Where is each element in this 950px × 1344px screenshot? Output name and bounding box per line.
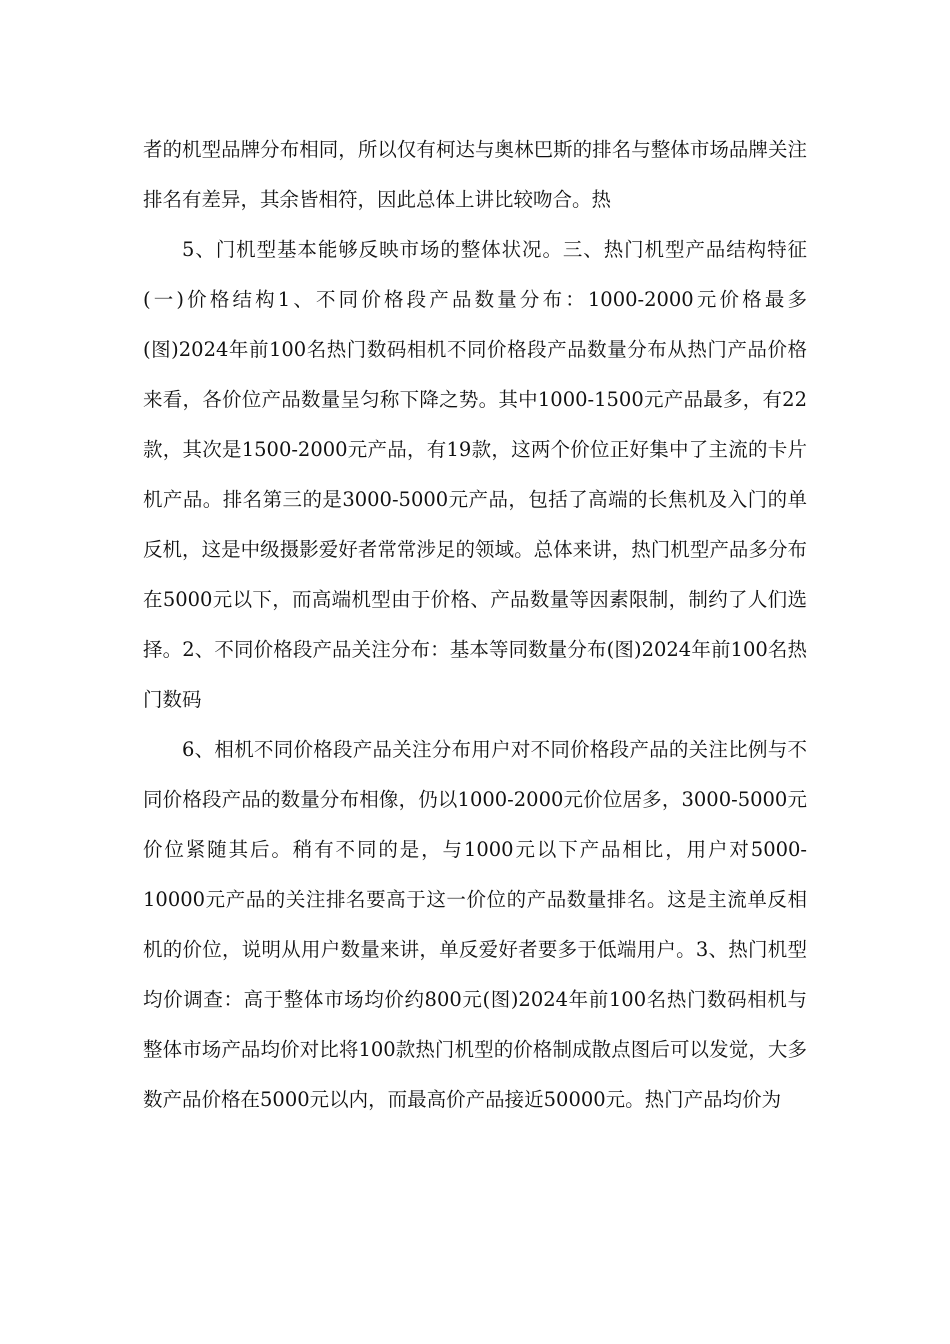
paragraph-2: 5、门机型基本能够反映市场的整体状况。三、热门机型产品结构特征(一)价格结构1、不同价格段产品数量分布：1000-2000元价格最多(图)2024年前100名热门数码相机不同价格段产品数量分布从热门产品价格来看，各价位产品数量呈匀称下降之势。其中1000-1500元产品最多，有22款，其次是1500-2000元产品，有19款，这两个价位正好集中了主流的卡片机产品。排名第三的是3000-5000元产品，包括了高端的长焦机及入门的单反机，这是中级摄影爱好者常常涉足的领域。总体来讲，热门机型产品多分布在5000元以下，而高端机型由于价格、产品数量等因素限制，制约了人们选择。2、不同价格段产品关注分布：基本等同数量分布(图)2024年前100名热门数码 (143, 238, 807, 711)
paragraph-1: 者的机型品牌分布相同，所以仅有柯达与奥林巴斯的排名与整体市场品牌关注排名有差异，其余皆相符，因此总体上讲比较吻合。热 (143, 138, 807, 211)
body-text (143, 125, 807, 1125)
paragraph-3: 6、相机不同价格段产品关注分布用户对不同价格段产品的关注比例与不同价格段产品的数量分布相像，仍以1000-2000元价位居多，3000-5000元价位紧随其后。稍有不同的是，与1000元以下产品相比，用户对5000-10000元产品的关注排名要高于这一价位的产品数量排名。这是主流单反相机的价位，说明从用户数量来讲，单反爱好者要多于低端用户。3、热门机型均价调查：高于整体市场均价约800元(图)2024年前100名热门数码相机与整体市场产品均价对比将100款热门机型的价格制成散点图后可以发觉，大多数产品价格在5000元以内，而最高价产品接近50000元。热门产品均价为 (143, 738, 807, 1111)
